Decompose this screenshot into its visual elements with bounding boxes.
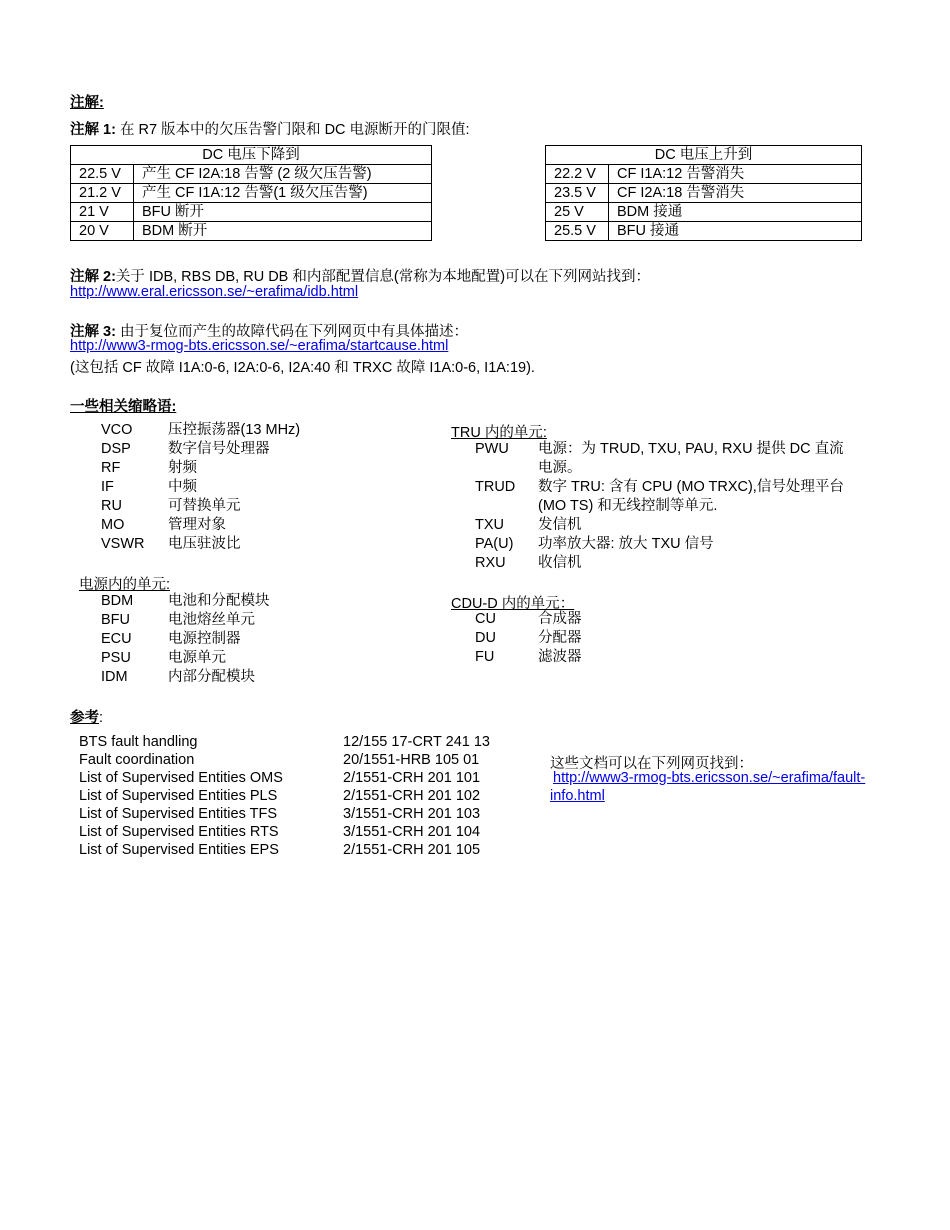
abbr: MO <box>101 517 125 533</box>
voltage-down-header: DC 电压下降到 <box>71 146 432 165</box>
voltage-cell: 21.2 V <box>71 184 134 203</box>
note-1 <box>70 118 470 139</box>
voltage-desc-cell: CF I2A:18 告警消失 <box>609 184 862 203</box>
idb-link[interactable]: http://www.eral.ericsson.se/~erafima/idb.html <box>70 284 359 300</box>
abbr-desc: 压控振荡器(13 MHz) <box>168 422 301 438</box>
abbr: TXU <box>475 517 504 533</box>
table-row <box>546 165 862 184</box>
abbr-desc: 电压驻波比 <box>168 536 241 552</box>
abbr-desc: 滤波器 <box>538 649 582 665</box>
abbr-desc: 数字 TRU: 含有 CPU (MO TRXC),信号处理平台(MO TS) 和无线控制等单元. <box>538 479 844 514</box>
abbr: RU <box>101 498 122 514</box>
abbr: BDM <box>101 593 134 609</box>
voltage-down-table <box>70 145 432 241</box>
abbr: CU <box>475 611 496 627</box>
startcause-link[interactable]: http://www3-rmog-bts.ericsson.se/~erafima/startcause.html <box>70 338 449 354</box>
ref-name: BTS fault handling <box>79 734 198 750</box>
voltage-desc-cell: BDM 接通 <box>609 203 862 222</box>
abbr: ECU <box>101 631 132 647</box>
ref-name: List of Supervised Entities RTS <box>79 824 279 840</box>
ref-doc: 3/1551-CRH 201 104 <box>343 824 481 840</box>
table-row <box>71 165 432 184</box>
power-units-title: 电源内的单元: <box>79 577 171 593</box>
refs-title-colon: : <box>99 710 104 726</box>
voltage-desc-cell: BFU 接通 <box>609 222 862 241</box>
abbr-desc: 分配器 <box>538 630 582 646</box>
abbr: IDM <box>101 669 128 685</box>
ref-doc: 2/1551-CRH 201 101 <box>343 770 481 786</box>
abbr: PA(U) <box>475 536 514 552</box>
note-2-label: 注解 2: <box>70 269 116 285</box>
abbr: VSWR <box>101 536 145 552</box>
notes-title: 注解: <box>70 95 104 111</box>
table-row <box>546 222 862 241</box>
note-3-label: 注解 3: <box>70 324 116 340</box>
refs-title-text: 参考 <box>70 710 99 726</box>
voltage-cell: 21 V <box>71 203 134 222</box>
note-2-text: 关于 IDB, RBS DB, RU DB 和内部配置信息(常称为本地配置)可以在下列网站找到： <box>115 269 651 285</box>
abbr: DSP <box>101 441 131 457</box>
ref-doc: 2/1551-CRH 201 105 <box>343 842 481 858</box>
voltage-desc-cell: BDM 断开 <box>134 222 432 241</box>
abbr: VCO <box>101 422 133 438</box>
voltage-desc-cell: 产生 CF I1A:12 告警(1 级欠压告警) <box>134 184 432 203</box>
abbr: BFU <box>101 612 130 628</box>
table-row <box>546 184 862 203</box>
fault-info-link-cont[interactable]: info.html <box>550 788 605 804</box>
abbr-desc: 管理对象 <box>168 517 226 533</box>
tru-units-title: TRU 内的单元: <box>451 425 547 441</box>
abbrev-title: 一些相关缩略语: <box>70 399 177 415</box>
cdu-units-title: CDU-D 内的单元： <box>451 596 575 612</box>
abbr-desc: 电源单元 <box>168 650 226 666</box>
abbr-desc: 电源控制器 <box>168 631 241 647</box>
abbr-desc: 收信机 <box>538 555 582 571</box>
abbr: TRUD <box>475 479 516 495</box>
voltage-up-table <box>545 145 862 241</box>
abbr-desc: 中频 <box>168 479 197 495</box>
voltage-cell: 22.2 V <box>546 165 609 184</box>
voltage-desc-cell: 产生 CF I2A:18 告警 (2 级欠压告警) <box>134 165 432 184</box>
abbr: PWU <box>475 441 509 457</box>
abbr-desc: 合成器 <box>538 611 582 627</box>
abbr-desc: 数字信号处理器 <box>168 441 270 457</box>
abbr: PSU <box>101 650 131 666</box>
voltage-cell: 25.5 V <box>546 222 609 241</box>
abbr-desc: 电源：为 TRUD, TXU, PAU, RXU 提供 DC 直流电源。 <box>538 441 844 476</box>
abbr-desc: 发信机 <box>538 517 582 533</box>
ref-name: Fault coordination <box>79 752 195 768</box>
voltage-up-header: DC 电压上升到 <box>546 146 862 165</box>
abbr: IF <box>101 479 114 495</box>
note-3-extra: (这包括 CF 故障 I1A:0-6, I2A:0-6, I2A:40 和 TRXC 故障 I1A:0-6, I1A:19). <box>70 360 535 376</box>
note-1-text: 在 R7 版本中的欠压告警门限和 DC 电源断开的门限值: <box>119 122 470 138</box>
abbr-desc: 功率放大器: 放大 TXU 信号 <box>538 536 714 552</box>
voltage-cell: 22.5 V <box>71 165 134 184</box>
ref-name: List of Supervised Entities TFS <box>79 806 277 822</box>
table-row <box>71 203 432 222</box>
ref-doc: 12/155 17-CRT 241 13 <box>343 734 490 750</box>
refs-find-text: 这些文档可以在下列网页找到： <box>550 756 753 772</box>
ref-name: List of Supervised Entities OMS <box>79 770 283 786</box>
abbr-desc: 电池和分配模块 <box>168 593 270 609</box>
abbr: RXU <box>475 555 506 571</box>
table-row <box>71 184 432 203</box>
abbr: RF <box>101 460 121 476</box>
abbr-desc: 内部分配模块 <box>168 669 255 685</box>
voltage-desc-cell: BFU 断开 <box>134 203 432 222</box>
ref-doc: 3/1551-CRH 201 103 <box>343 806 481 822</box>
ref-name: List of Supervised Entities PLS <box>79 788 278 804</box>
note-2 <box>70 265 650 286</box>
ref-doc: 2/1551-CRH 201 102 <box>343 788 481 804</box>
abbr: DU <box>475 630 496 646</box>
refs-title <box>70 706 103 727</box>
ref-name: List of Supervised Entities EPS <box>79 842 279 858</box>
note-3-text: 由于复位而产生的故障代码在下列网页中有具体描述： <box>119 324 468 340</box>
table-row <box>546 203 862 222</box>
voltage-desc-cell: CF I1A:12 告警消失 <box>609 165 862 184</box>
voltage-cell: 25 V <box>546 203 609 222</box>
voltage-cell: 23.5 V <box>546 184 609 203</box>
fault-info-link[interactable]: http://www3-rmog-bts.ericsson.se/~erafima/fault- <box>553 770 866 786</box>
abbr-desc: 可替换单元 <box>168 498 241 514</box>
abbr-desc: 电池熔丝单元 <box>168 612 255 628</box>
abbr-desc: 射频 <box>168 460 197 476</box>
abbr: FU <box>475 649 495 665</box>
table-row <box>71 222 432 241</box>
voltage-cell: 20 V <box>71 222 134 241</box>
ref-doc: 20/1551-HRB 105 01 <box>343 752 480 768</box>
note-1-label: 注解 1: <box>70 122 116 138</box>
